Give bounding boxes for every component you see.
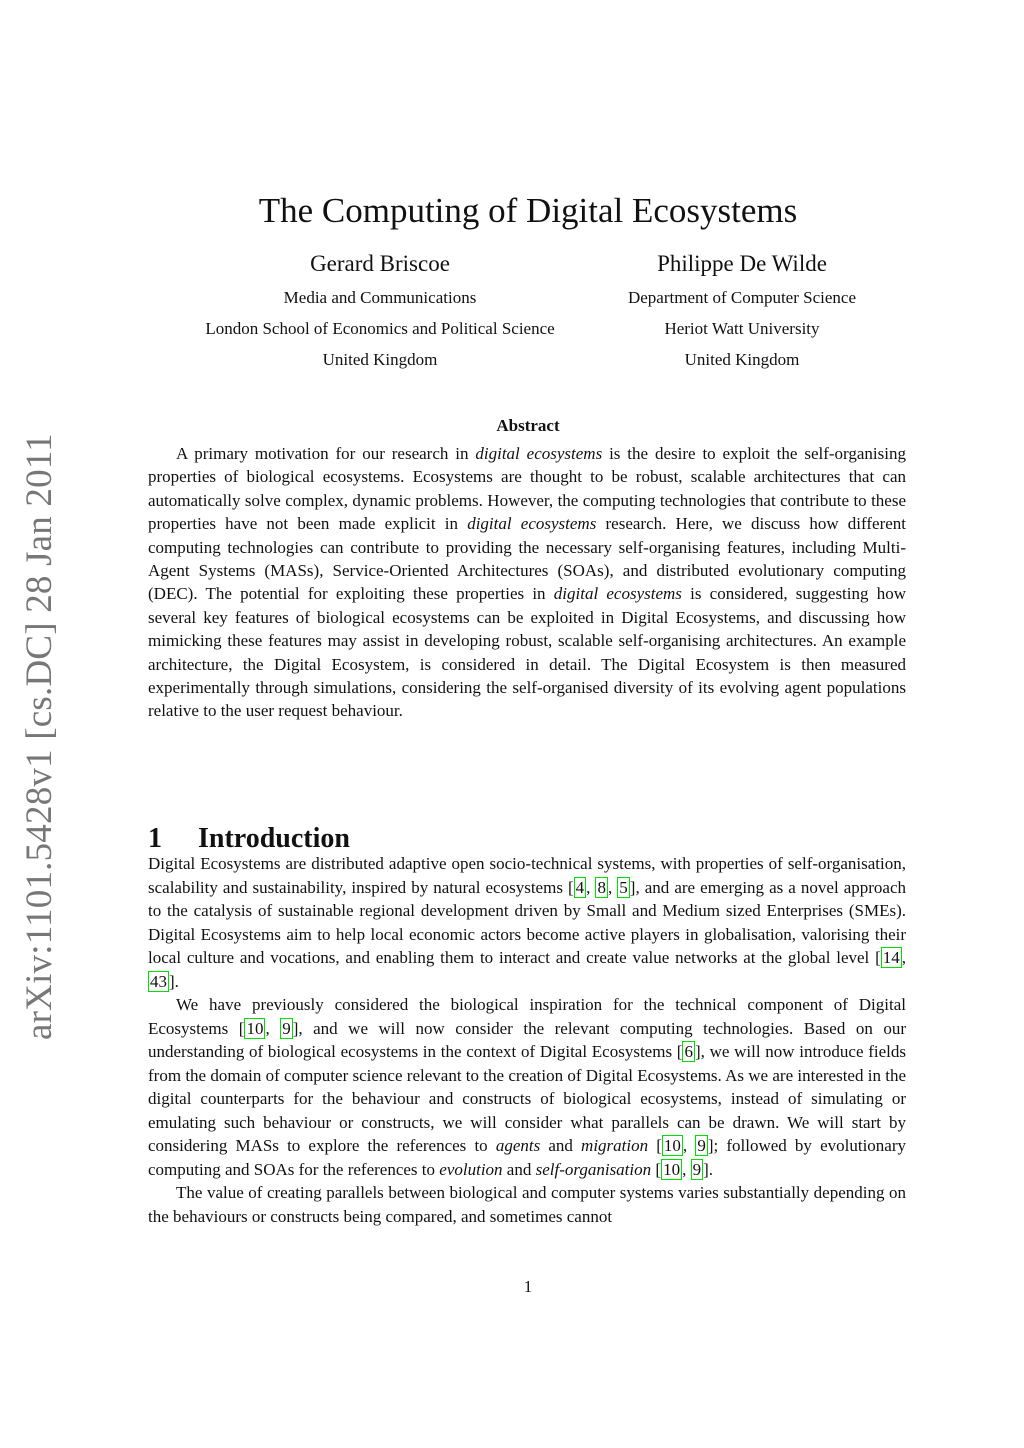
section-title: Introduction bbox=[198, 823, 350, 855]
section-heading-introduction bbox=[148, 823, 350, 855]
author-affiliation: Media and Communications bbox=[283, 288, 477, 307]
citation-link[interactable]: 4 bbox=[575, 877, 585, 897]
author-affiliation: United Kingdom bbox=[322, 350, 438, 369]
citation-link[interactable]: 10 bbox=[663, 1159, 681, 1179]
paragraph-emphasis: self-organisation bbox=[535, 1159, 652, 1179]
paragraph-text: [ bbox=[648, 1136, 662, 1155]
citation-link[interactable]: 14 bbox=[882, 948, 900, 967]
abstract-emphasis: digital ecosystems bbox=[553, 584, 682, 604]
paragraph-emphasis: evolution bbox=[439, 1159, 503, 1179]
citation-link[interactable]: 9 bbox=[697, 1136, 706, 1155]
abstract-emphasis: digital ecosystems bbox=[475, 444, 603, 463]
citation-link[interactable]: 10 bbox=[663, 1136, 681, 1155]
paragraph-text: Digital Ecosystems are distributed adaptive open socio-technical systems, with properties of self-organisation, scalability and sustainability, inspired by natural ecosystems [ bbox=[148, 854, 906, 897]
paragraph-text: , bbox=[586, 877, 596, 897]
citation-link[interactable]: 10 bbox=[246, 1018, 264, 1038]
paragraph-text: We have previously considered the biological inspiration for the technical component of Digital Ecosystems [ bbox=[148, 995, 906, 1038]
intro-paragraph-3: The value of creating parallels between biological and computer systems varies substantially depending on the behaviours or constructs being compared, and sometimes cannot bbox=[148, 1183, 906, 1226]
citation-link[interactable]: 9 bbox=[692, 1159, 702, 1179]
abstract-emphasis: digital ecosystems bbox=[467, 514, 597, 534]
author-affiliation: London School of Economics and Political Science bbox=[205, 319, 555, 338]
abstract-heading: Abstract bbox=[496, 416, 560, 435]
author-affiliation: United Kingdom bbox=[684, 350, 800, 369]
paragraph-text: ]. bbox=[703, 1159, 713, 1179]
author-name: Gerard Briscoe bbox=[310, 251, 450, 276]
page-number: 1 bbox=[523, 1277, 533, 1296]
intro-paragraph-2 bbox=[148, 993, 906, 1181]
abstract-text: A primary motivation for our research in bbox=[176, 444, 476, 463]
author-block-2 bbox=[596, 248, 888, 375]
paragraph-text: ], and are emerging as a novel approach to the catalysis of sustainable regional development driven by Small and Medium sized Enterprises (SMEs). Digital Ecosystems aim to help local economic actors become active players in globalisation, valorising their local culture and vocations, and enabling them to interact and create value networks at the global level [ bbox=[148, 877, 907, 967]
citation-link[interactable]: 5 bbox=[619, 877, 628, 897]
paragraph-text: , bbox=[607, 877, 618, 897]
author-block-1 bbox=[148, 248, 612, 375]
paragraph-text: and bbox=[540, 1136, 582, 1155]
paragraph-text: , bbox=[682, 1136, 696, 1155]
citation-link[interactable]: 8 bbox=[597, 877, 606, 897]
paragraph-text: , bbox=[265, 1018, 281, 1038]
section-number: 1 bbox=[148, 823, 162, 855]
author-affiliation: Department of Computer Science bbox=[627, 288, 856, 307]
citation-link[interactable]: 9 bbox=[282, 1018, 291, 1038]
paragraph-text: [ bbox=[651, 1159, 662, 1179]
citation-link[interactable]: 6 bbox=[684, 1042, 693, 1061]
paragraph-text: and bbox=[502, 1159, 536, 1179]
paragraph-text: ], and we will now consider the relevant computing technologies. Based on our understanding of biological ecosystems in the context of Digital Ecosystems [ bbox=[148, 1018, 906, 1061]
author-affiliation: Heriot Watt University bbox=[664, 319, 820, 338]
paper-title: The Computing of Digital Ecosystems bbox=[258, 191, 798, 231]
paragraph-emphasis: agents bbox=[495, 1136, 541, 1155]
introduction-body bbox=[148, 852, 906, 1228]
abstract-text: research. Here, we discuss how different computing technologies can contribute to providing the necessary self-organising features, including Multi-Agent Systems (MASs), Service-Oriented Architectures (SOAs), and distributed evolutionary computing (DEC). The potential for exploiting these properties in bbox=[148, 514, 907, 604]
paragraph-text: , bbox=[901, 948, 906, 967]
intro-paragraph-1 bbox=[148, 852, 906, 993]
paragraph-emphasis: migration bbox=[581, 1136, 649, 1155]
abstract-body bbox=[148, 442, 906, 723]
abstract-text: is considered, suggesting how several key features of biological ecosystems can be exploited in Digital Ecosystems, and discussing how mimicking these features may assist in developing robust, scalable self-organising architectures. An example architecture, the Digital Ecosystem, is considered in detail. The Digital Ecosystem is then measured experimentally through simulations, considering the self-organised diversity of its evolving agent populations relative to the user request behaviour. bbox=[148, 584, 906, 721]
arxiv-identifier-stamp: arXiv:1101.5428v1 [cs.DC] 28 Jan 2011 bbox=[19, 433, 60, 1040]
abstract-text: is the desire to exploit the self-organising properties of biological ecosystems. Ecosystems are thought to be robust, scalable architectures that can automatically solve complex, dynamic problems. However, the computing technologies that contribute to these properties have not been made explicit in bbox=[148, 444, 906, 534]
paragraph-text: ]; followed by evolutionary computing and SOAs for the references to bbox=[148, 1136, 906, 1179]
paragraph-text: ]. bbox=[169, 971, 179, 991]
paragraph-text: ], we will now introduce fields from the domain of computer science relevant to the creation of Digital Ecosystems. As we are interested in the digital counterparts for the behaviour and constructs of biological ecosystems, instead of simulating or emulating such behaviour or constructs, we will consider what parallels can be drawn. We will start by considering MASs to explore the references to bbox=[148, 1042, 906, 1155]
citation-link[interactable]: 43 bbox=[150, 971, 167, 991]
paragraph-text: , bbox=[682, 1159, 691, 1179]
author-name: Philippe De Wilde bbox=[657, 251, 827, 276]
